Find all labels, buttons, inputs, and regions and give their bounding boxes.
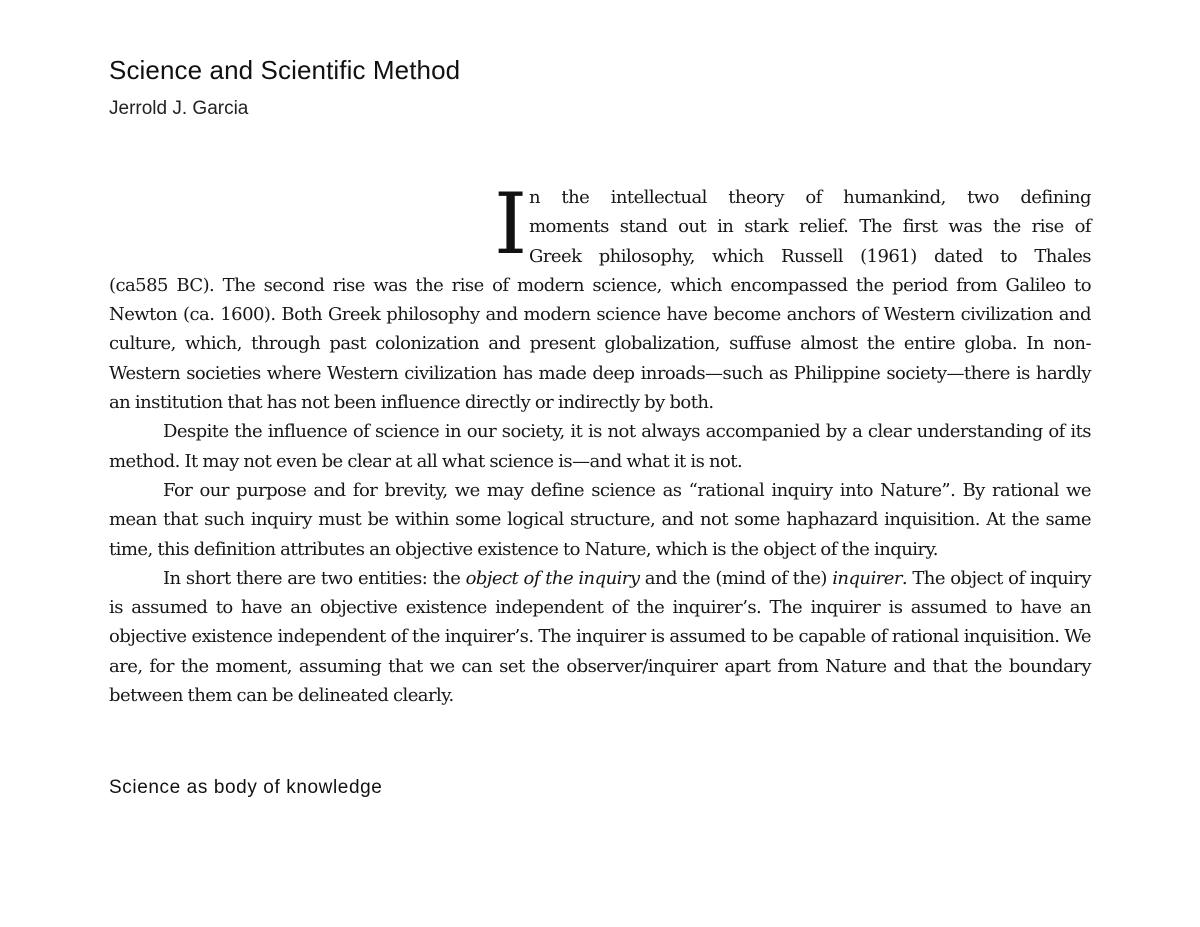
- paragraph-3: For our purpose and for brevity, we may define science as “rational inquiry into Nature”. By rational we mean that such inquiry must be within some logical structure, and not some haphazard inquisition. At the same time, this definition attributes an objective existence to Nature, which is the object of the inquiry.: [109, 479, 1091, 560]
- paragraph-2: Despite the influence of science in our society, it is not always accompanied by a clear understanding of its method. It may not even be clear at all what science is—and what it is not.: [109, 421, 1091, 472]
- article-body: [109, 175, 1091, 710]
- paragraph-4-text: . The object of inquiry is assumed to have an objective existence independent of the inquirer’s. The inquirer is assumed to have an objective existence independent of the inquirer’s. The inquirer is assumed to be capable of rational inquisition. We are, for the moment, assuming that we can set the observer/inquirer apart from Nature and that the boundary between them can be delineated clearly.: [109, 567, 1091, 707]
- emphasis-object-of-inquiry: object of the inquiry: [465, 567, 640, 589]
- opening-line: Greek philosophy, which Russell (1961) dated to Thales: [529, 245, 1091, 267]
- opening-line: n the intellectual theory of humankind, two defining: [529, 187, 1091, 208]
- drop-cap: I: [494, 175, 527, 273]
- document-title: Science and Scientific Method: [109, 55, 461, 85]
- paragraph-1: (ca585 BC). The second rise was the rise of modern science, which encompassed the period from Galileo to Newton (ca. 1600). Both Greek philosophy and modern science have become anchors of Western civilization and culture, which, through past colonization and present globalization, suffuse almost the entire globa. In non-Western societies where Western civilization has made deep inroads—such as Philippine society—there is hardly an institution that has not been influence directly or indirectly by both.: [109, 274, 1091, 414]
- opening-block: [109, 175, 1091, 273]
- opening-line: moments stand out in stark relief. The first was the rise of: [529, 216, 1091, 238]
- paragraph-4-text: In short there are two entities: the: [163, 567, 466, 589]
- author-name: Jerrold J. Garcia: [109, 98, 249, 119]
- paragraph-4: [109, 564, 1091, 710]
- section-heading: Science as body of knowledge: [109, 777, 383, 798]
- paragraph-4-text: and the (mind of the): [639, 567, 833, 589]
- emphasis-inquirer: inquirer: [832, 567, 902, 589]
